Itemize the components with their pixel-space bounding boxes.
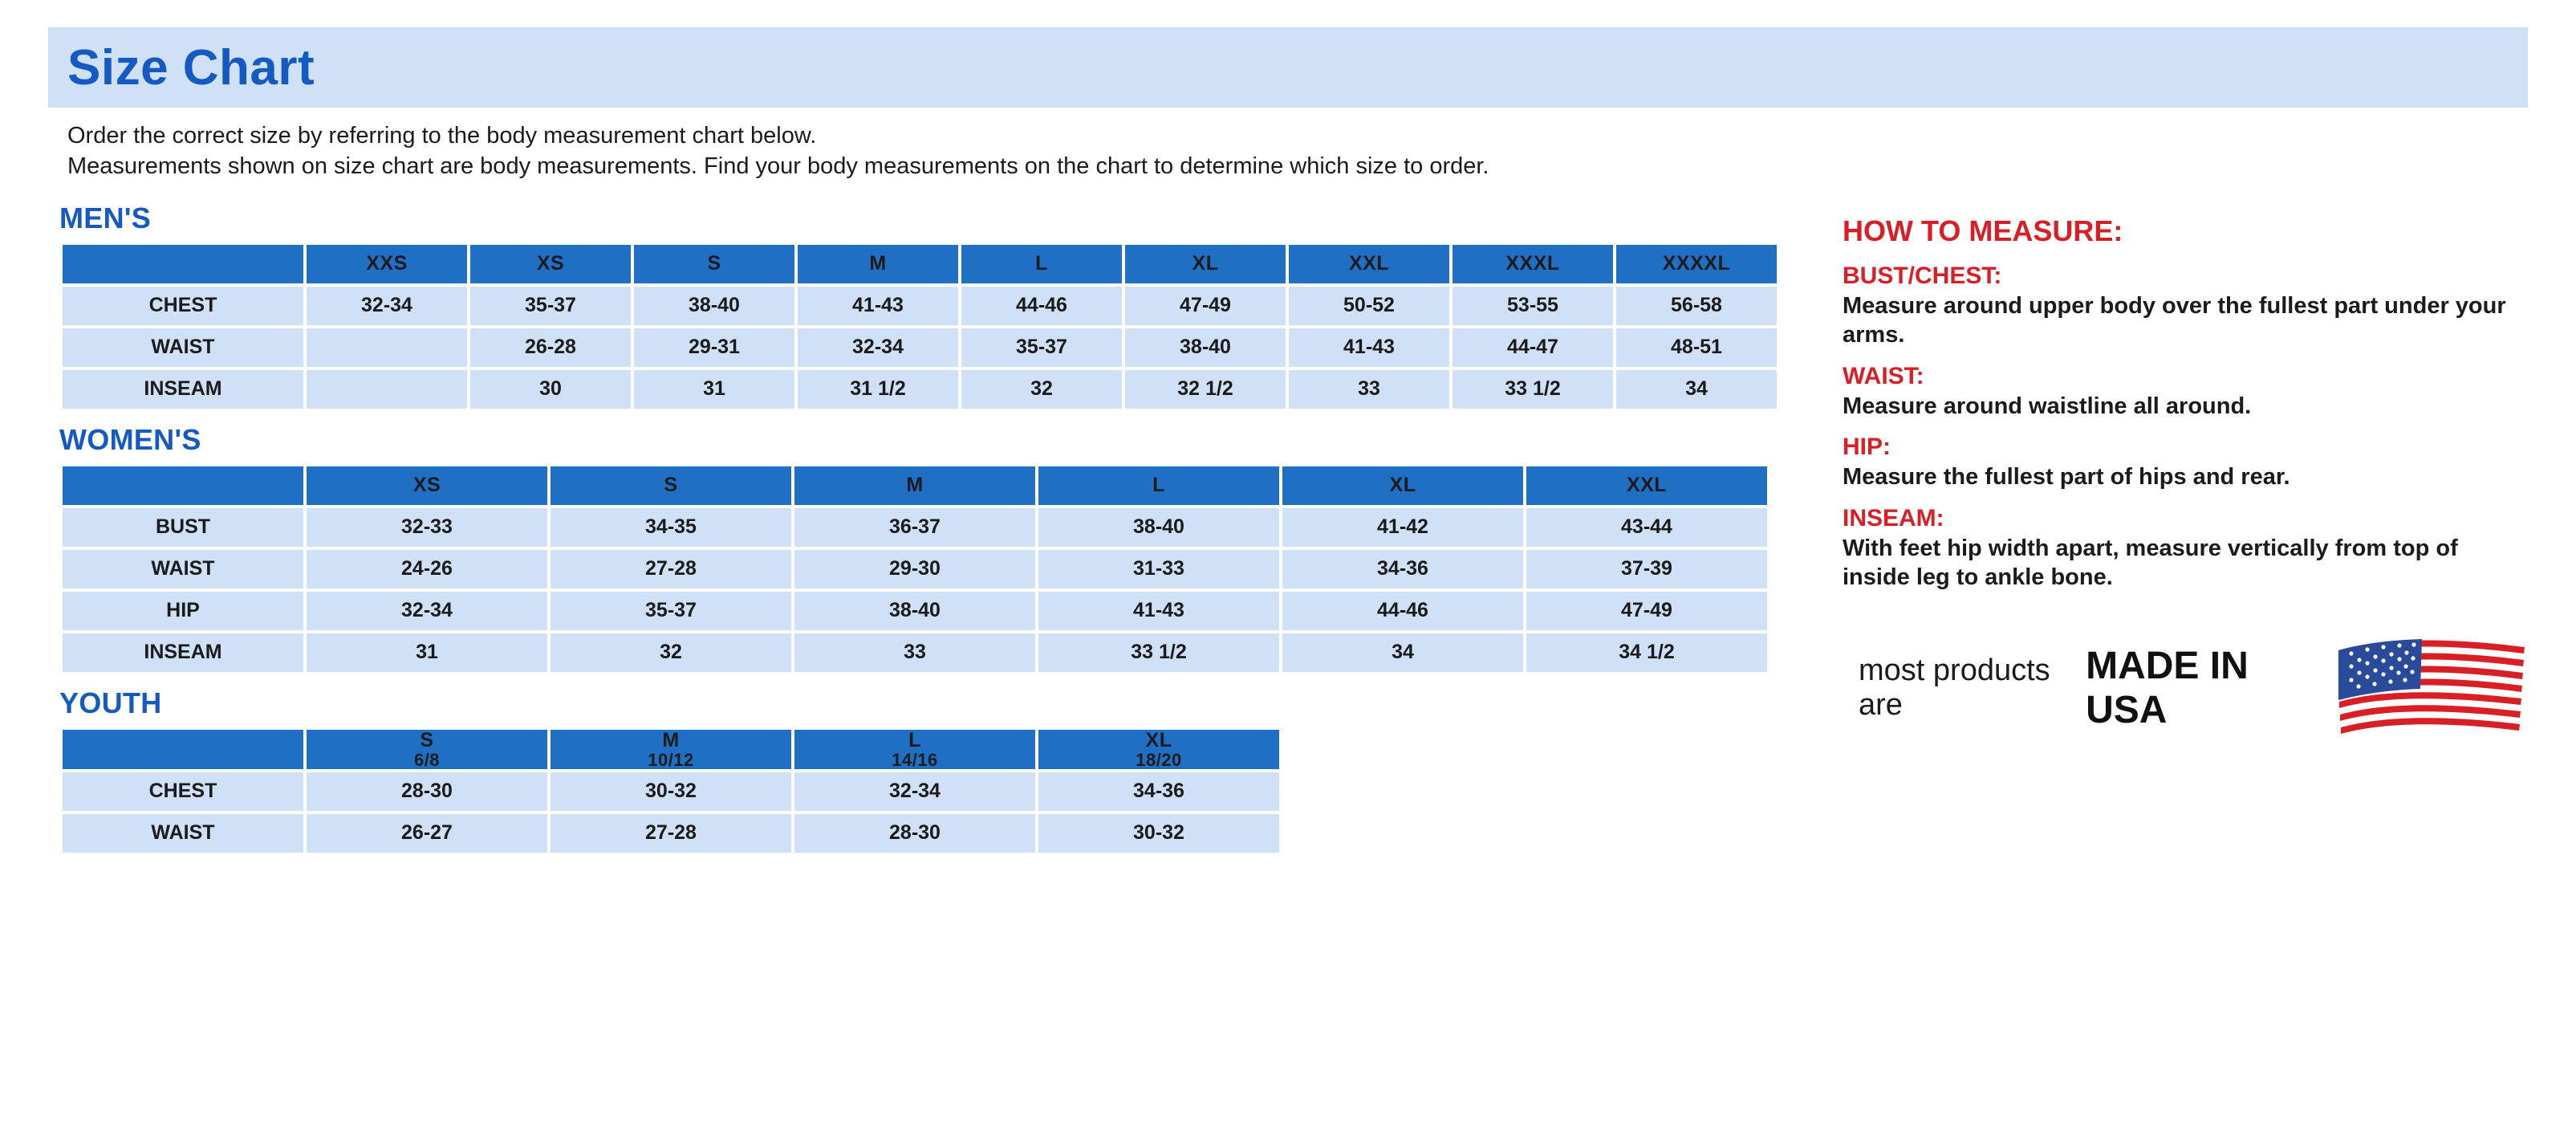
mens-chest-xl: 47-49: [1125, 287, 1286, 325]
how-to-measure-title: HOW TO MEASURE:: [1843, 214, 2123, 247]
womens-waist-xxl: 37-39: [1526, 550, 1767, 588]
table-row: [63, 287, 1777, 325]
mens-waist-m: 32-34: [798, 328, 958, 367]
mens-col-l: L: [961, 245, 1122, 283]
womens-header-corner: [63, 466, 303, 505]
measure-term-inseam: INSEAM:: [1843, 504, 1944, 531]
youth-col-s-size: S: [420, 728, 434, 751]
mens-row-label-waist: WAIST: [63, 328, 303, 367]
womens-inseam-s: 32: [551, 633, 791, 672]
womens-inseam-xs: 31: [307, 633, 547, 672]
mens-col-xxxl: XXXL: [1453, 245, 1613, 283]
womens-bust-s: 34-35: [551, 508, 791, 547]
mens-chest-xxs: 32-34: [307, 287, 467, 325]
measure-desc-hip: Measure the fullest part of hips and rear.: [1843, 464, 2290, 491]
mens-waist-xxl: 41-43: [1289, 328, 1449, 367]
measure-item-waist: [1843, 363, 2528, 421]
mens-waist-xl: 38-40: [1125, 328, 1286, 367]
mens-col-m: M: [798, 245, 958, 283]
mens-col-xs: XS: [470, 245, 631, 283]
youth-header-corner: [63, 730, 303, 769]
table-row: [63, 508, 1767, 547]
womens-inseam-l: 33 1/2: [1038, 633, 1279, 672]
youth-waist-s: 26-27: [307, 814, 547, 853]
measure-term-waist: WAIST:: [1843, 362, 1924, 389]
made-in-usa-lead: most products are: [1859, 653, 2050, 722]
mens-inseam-xxxxl: 34: [1616, 370, 1777, 409]
mens-chest-l: 44-46: [961, 287, 1122, 325]
womens-row-label-bust: BUST: [63, 508, 303, 547]
womens-waist-xs: 24-26: [307, 550, 547, 588]
womens-inseam-xxl: 34 1/2: [1526, 633, 1767, 672]
mens-row-label-chest: CHEST: [63, 287, 303, 325]
mens-inseam-xxs: [307, 370, 467, 409]
mens-chest-xxxl: 53-55: [1453, 287, 1613, 325]
mens-col-s: S: [634, 245, 794, 283]
womens-bust-xl: 41-42: [1282, 508, 1523, 547]
youth-chest-l: 32-34: [794, 772, 1035, 811]
youth-col-s: [307, 730, 547, 769]
mens-size-table: [59, 242, 1780, 412]
mens-col-xxxxl: XXXXL: [1616, 245, 1777, 283]
table-header-row: [63, 466, 1767, 505]
womens-hip-l: 41-43: [1038, 592, 1279, 630]
measure-desc-inseam: With feet hip width apart, measure vertically from top of inside leg to ankle bone.: [1843, 535, 2458, 591]
table-header-row: [63, 730, 1279, 769]
womens-col-xxl: XXL: [1526, 466, 1767, 505]
womens-col-s: S: [551, 466, 791, 505]
measure-item-bust-chest: [1843, 263, 2528, 350]
mens-row-label-inseam: INSEAM: [63, 370, 303, 409]
womens-col-l: L: [1038, 466, 1279, 505]
womens-section-title: WOMEN'S: [59, 422, 201, 456]
youth-col-m-size: M: [662, 728, 680, 751]
intro-line-1: Order the correct size by referring to the body measurement chart below.: [67, 123, 817, 149]
youth-chest-s: 28-30: [307, 772, 547, 811]
table-row: [63, 550, 1767, 588]
womens-col-xs: XS: [307, 466, 547, 505]
mens-inseam-xxxl: 33 1/2: [1453, 370, 1613, 409]
made-in-usa-row: [1859, 636, 2528, 740]
womens-hip-s: 35-37: [551, 592, 791, 630]
mens-inseam-l: 32: [961, 370, 1122, 409]
youth-chest-m: 30-32: [551, 772, 791, 811]
womens-waist-l: 31-33: [1038, 550, 1279, 588]
womens-hip-xl: 44-46: [1282, 592, 1523, 630]
mens-chest-xxxxl: 56-58: [1616, 287, 1777, 325]
youth-col-s-ages: 6/8: [413, 749, 441, 770]
mens-inseam-s: 31: [634, 370, 794, 409]
mens-waist-s: 29-31: [634, 328, 794, 367]
womens-row-label-inseam: INSEAM: [63, 633, 303, 672]
womens-bust-l: 38-40: [1038, 508, 1279, 547]
womens-row-label-hip: HIP: [63, 592, 303, 630]
womens-row-label-waist: WAIST: [63, 550, 303, 588]
table-row: [63, 772, 1279, 811]
usa-flag-icon: [2335, 636, 2528, 740]
youth-col-xl-ages: 18/20: [1136, 749, 1182, 770]
womens-size-table: [59, 463, 1770, 675]
youth-col-m: [551, 730, 791, 769]
made-in-usa-emphasis: MADE IN USA: [2086, 644, 2249, 731]
youth-col-l-ages: 14/16: [892, 749, 938, 770]
womens-bust-xs: 32-33: [307, 508, 547, 547]
youth-col-xl-size: XL: [1145, 728, 1172, 751]
mens-section-title: MEN'S: [59, 201, 152, 234]
womens-col-m: M: [794, 466, 1035, 505]
mens-inseam-xs: 30: [470, 370, 631, 409]
table-row: [63, 814, 1279, 853]
youth-waist-m: 27-28: [551, 814, 791, 853]
content-columns: [48, 190, 2528, 856]
table-row: [63, 328, 1777, 367]
mens-waist-xxxxl: 48-51: [1616, 328, 1777, 367]
youth-row-label-waist: WAIST: [63, 814, 303, 853]
page-header-banner: [48, 27, 2528, 108]
mens-col-xxl: XXL: [1289, 245, 1449, 283]
table-header-row: [63, 245, 1777, 283]
mens-header-corner: [63, 245, 303, 283]
mens-chest-m: 41-43: [798, 287, 958, 325]
mens-chest-xs: 35-37: [470, 287, 631, 325]
measure-desc-waist: Measure around waistline all around.: [1843, 393, 2252, 419]
womens-inseam-xl: 34: [1282, 633, 1523, 672]
youth-col-xl: [1038, 730, 1279, 769]
page-title: Size Chart: [67, 39, 315, 96]
youth-col-l-size: L: [908, 728, 921, 751]
womens-hip-xxl: 47-49: [1526, 592, 1767, 630]
womens-waist-s: 27-28: [551, 550, 791, 588]
womens-col-xl: XL: [1282, 466, 1523, 505]
youth-col-l: [794, 730, 1035, 769]
mens-inseam-xxl: 33: [1289, 370, 1449, 409]
measure-term-hip: HIP:: [1843, 434, 1891, 461]
mens-waist-xxxl: 44-47: [1453, 328, 1613, 367]
womens-inseam-m: 33: [794, 633, 1035, 672]
womens-waist-m: 29-30: [794, 550, 1035, 588]
mens-inseam-xl: 32 1/2: [1125, 370, 1286, 409]
intro-line-2: Measurements shown on size chart are body measurements. Find your body measurements on the chart to determine which size to order.: [67, 153, 1489, 180]
measure-term-bust-chest: BUST/CHEST:: [1843, 262, 2002, 289]
womens-waist-xl: 34-36: [1282, 550, 1523, 588]
table-row: [63, 370, 1777, 409]
mens-chest-xxl: 50-52: [1289, 287, 1449, 325]
youth-waist-l: 28-30: [794, 814, 1035, 853]
mens-waist-xxs: [307, 328, 467, 367]
womens-hip-m: 38-40: [794, 592, 1035, 630]
youth-row-label-chest: CHEST: [63, 772, 303, 811]
mens-col-xl: XL: [1125, 245, 1286, 283]
how-to-measure-column: [1798, 190, 2528, 856]
mens-chest-s: 38-40: [634, 287, 794, 325]
mens-inseam-m: 31 1/2: [798, 370, 958, 409]
youth-waist-xl: 30-32: [1038, 814, 1279, 853]
youth-section-title: YOUTH: [59, 686, 162, 719]
table-row: [63, 592, 1767, 630]
mens-waist-xs: 26-28: [470, 328, 631, 367]
tables-column: [48, 190, 1798, 856]
measure-item-inseam: [1843, 505, 2528, 592]
table-row: [63, 633, 1767, 672]
mens-waist-l: 35-37: [961, 328, 1122, 367]
womens-hip-xs: 32-34: [307, 592, 547, 630]
measure-desc-bust-chest: Measure around upper body over the fullest part under your arms.: [1843, 292, 2506, 348]
youth-chest-xl: 34-36: [1038, 772, 1279, 811]
womens-bust-xxl: 43-44: [1526, 508, 1767, 547]
youth-size-table: [59, 727, 1282, 856]
measure-item-hip: [1843, 434, 2528, 492]
womens-bust-m: 36-37: [794, 508, 1035, 547]
intro-text: [67, 120, 2528, 182]
youth-col-m-ages: 10/12: [648, 749, 694, 770]
mens-col-xxs: XXS: [307, 245, 467, 283]
